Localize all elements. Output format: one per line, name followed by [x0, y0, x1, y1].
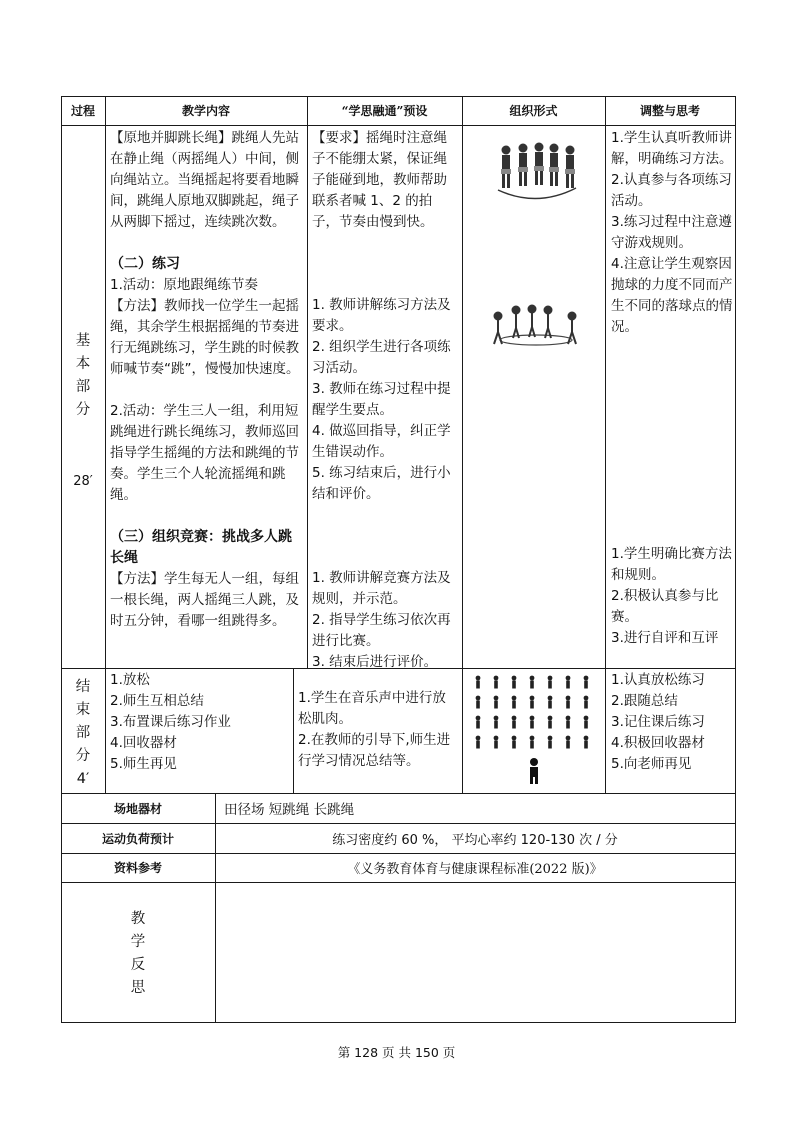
jump-rope-paragraph: [110, 128, 304, 233]
header-organization: 组织形式: [509, 104, 558, 118]
teaching-reflection-value[interactable]: [222, 890, 727, 1010]
header-process: 过程: [70, 104, 95, 118]
end-section-label: 结 束 部 分 4′: [75, 679, 91, 787]
basic-section-time: 28′: [73, 474, 93, 489]
end-plan: 1.学生在音乐声中进行放松肌肉。 2.在教师的引导下,师生进行学习情况总结等。: [298, 690, 451, 769]
header-divider: [61, 125, 736, 126]
basic-content: [110, 128, 304, 632]
method-2-paragraph: [110, 569, 304, 632]
jump-rope-text: 跳绳人先站在静止绳（两摇绳人）中间，侧向绳站立。当绳摇起将要看地瞬间，跳绳人原地双脚跳起，绳子从两脚下摇过，连续跳次数。: [110, 130, 299, 230]
header-content: 教学内容: [181, 104, 230, 118]
page-number: 第 128 页 共 150 页: [337, 1045, 456, 1060]
basic-plan-competition-list: 1. 教师讲解竞赛方法及规则，并示范。 2. 指导学生练习依次再进行比赛。 3. 结束后进行评价。: [312, 570, 451, 670]
end-reflection: 1.认真放松练习 2.跟随总结 3.记住课后练习 4.积极回收器材 5.向老师再见: [611, 672, 705, 772]
competition-heading: （三）组织竞赛：挑战多人跳长绳: [110, 529, 292, 566]
method-2-tag: 【方法】: [110, 571, 164, 587]
venue-label: 场地器材: [113, 801, 162, 816]
table-border-right: [735, 96, 736, 1023]
teaching-reflection-label: 教 学 反 思: [130, 911, 146, 996]
col-divider-4: [605, 96, 606, 793]
table-border-bottom: [61, 1022, 736, 1023]
load-value: 练习密度约 60 %， 平均心率约 120-130 次 / 分: [332, 832, 618, 848]
header-reflection: 调整与思考: [639, 104, 700, 118]
method-1-paragraph: [110, 296, 304, 380]
rope-jumping-illustration: [492, 138, 582, 200]
practice-heading: （二）练习: [110, 256, 180, 272]
teacher-figure: [530, 758, 538, 784]
basic-section-label: 基 本 部 分: [75, 333, 91, 418]
col-divider-2-lower: [293, 668, 294, 793]
basic-plan-requirement: [312, 128, 458, 233]
col-divider-2-upper: [307, 96, 308, 668]
reference-value: 《义务教育体育与健康课程标准(2022 版)》: [347, 862, 603, 877]
method-2-text: 学生每无人一组，每组一根长绳，两人摇绳三人跳，及时五分钟，看哪一组跳得多。: [110, 571, 299, 629]
col-divider-3: [462, 96, 463, 793]
requirement-text: 摇绳时注意绳子不能绷太紧，保证绳子能碰到地，教师帮助联系者喊 1、2 的拍子，节奏由慢到快。: [312, 130, 447, 230]
activity-2: 2.活动：学生三人一组，利用短跳绳进行跳长绳练习，教师巡回指导学生摇绳的方法和跳绳的节奏。学生三个人轮流摇绳和跳绳。: [110, 403, 299, 503]
formation-diagram: [470, 674, 600, 786]
header-plan: “学思融通”预设: [341, 104, 428, 118]
col-divider-1: [105, 96, 106, 793]
table-border-left: [61, 96, 62, 1023]
method-1-text: 教师找一位学生一起摇绳，其余学生根据摇绳的节奏进行无绳跳练习，学生跳的时候教师喊节奏“跳”，慢慢加快速度。: [110, 298, 300, 377]
requirement-tag: 【要求】: [312, 130, 366, 146]
ref-reflection-divider: [61, 882, 736, 883]
end-content: 1.放松 2.师生互相总结 3.布置课后练习作业 4.回收器材 5.师生再见: [110, 672, 231, 772]
rhythm-practice-illustration: [488, 302, 584, 352]
basic-reflection-practice: 1.学生认真听教师讲解，明确练习方法。 2.认真参与各项练习活动。 3.练习过程中注意遵守游戏规则。 4.注意让学生观察因抛球的力度不同而产生不同的落球点的情况。: [611, 130, 733, 335]
activity-1: 1.活动：原地跟绳练节奏: [110, 277, 258, 293]
method-1-tag: 【方法】: [110, 298, 164, 314]
load-label: 运动负荷预计: [101, 831, 174, 846]
basic-plan-practice-list: 1. 教师讲解练习方法及要求。 2. 组织学生进行各项练习活动。 3. 教师在练习过程中提醒学生要点。 4. 做巡回指导，纠正学生错误动作。 5. 练习结束后，进行小结和评价。: [312, 297, 451, 502]
basic-reflection-competition: 1.学生明确比赛方法和规则。 2.积极认真参与比赛。 3.进行自评和互评: [611, 546, 732, 646]
venue-value: 田径场 短跳绳 长跳绳: [224, 802, 355, 818]
jump-rope-tag: 【原地并脚跳长绳】: [110, 130, 232, 146]
reference-label: 资料参考: [113, 861, 162, 875]
